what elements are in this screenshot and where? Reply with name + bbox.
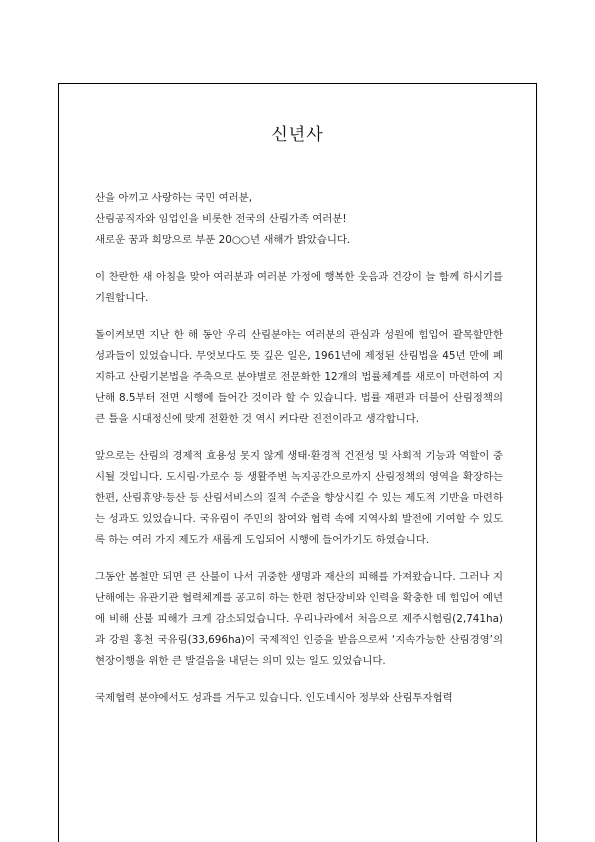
greeting-line: 산림공직자와 임업인을 비롯한 전국의 산림가족 여러분!: [95, 213, 347, 225]
body-paragraph: 앞으로는 산림의 경제적 효용성 못지 않게 생태·환경적 건전성 및 사회적 기능과 역할이 중시될 것입니다. 도시림·가로수 등 생활주변 녹지공간으로까지 산림정책의 영역을 확장하는 한편, 산림휴양·등산 등 산림서비스의 질적 수준을 향상시킬 수 있는 제도적 기반을 마련하는 성과도 있었습니다. 국유림이 주민의 참여와 협력 속에 지역사회 발전에 기여할 수 있도록 하는 여러 가지 제도가 새롭게 도입되어 시행에 들어가기도 하였습니다.: [95, 450, 503, 546]
greeting-paragraph: [95, 188, 503, 251]
greeting-line: 새로운 꿈과 희망으로 부푼 20○○년 새해가 밝았습니다.: [95, 234, 351, 246]
body-paragraph: 그동안 봄철만 되면 큰 산불이 나서 귀중한 생명과 재산의 피해를 가져왔습니다. 그러나 지난해에는 유관기관 협력체계를 공고히 하는 한편 첨단장비와 인력을 확충한 데 힘입어 예년에 비해 산불 피해가 크게 감소되었습니다. 우리나라에서 처음으로 제주시험림(2,741ha)과 강원 홍천 국유림(33,696ha)이 국제적인 인증을 받음으로써 ‘지속가능한 산림경영’의 현장이행을 위한 큰 발걸음을 내딛는 의미 있는 일도 있었습니다.: [95, 571, 503, 667]
greeting-line: 산을 아끼고 사랑하는 국민 여러분,: [95, 192, 253, 204]
page-title: 신년사: [271, 125, 324, 145]
body-paragraph: 돌이켜보면 지난 한 해 동안 우리 산림분야는 여러분의 관심과 성원에 힘입어 괄목할만한 성과들이 있었습니다. 무엇보다도 뜻 깊은 일은, 1961년에 제정된 산림법을 45년 만에 폐지하고 산림기본법을 주축으로 분야별로 전문화한 12개의 법률체계를 새로이 마련하여 지난해 8.5부터 전면 시행에 들어간 것이라 할 수 있습니다. 법률 재편과 더불어 산림정책의 큰 틀을 시대정신에 맞게 전환한 것 역시 커다란 진전이라고 생각합니다.: [95, 329, 503, 425]
body-paragraph: 이 찬란한 새 아침을 맞아 여러분과 여러분 가정에 행복한 웃음과 건강이 늘 함께 하시기를 기원합니다.: [95, 271, 503, 304]
document-body: [95, 188, 503, 725]
body-paragraph: 국제협력 분야에서도 성과를 거두고 있습니다. 인도네시아 정부와 산림투자협력: [95, 692, 453, 704]
